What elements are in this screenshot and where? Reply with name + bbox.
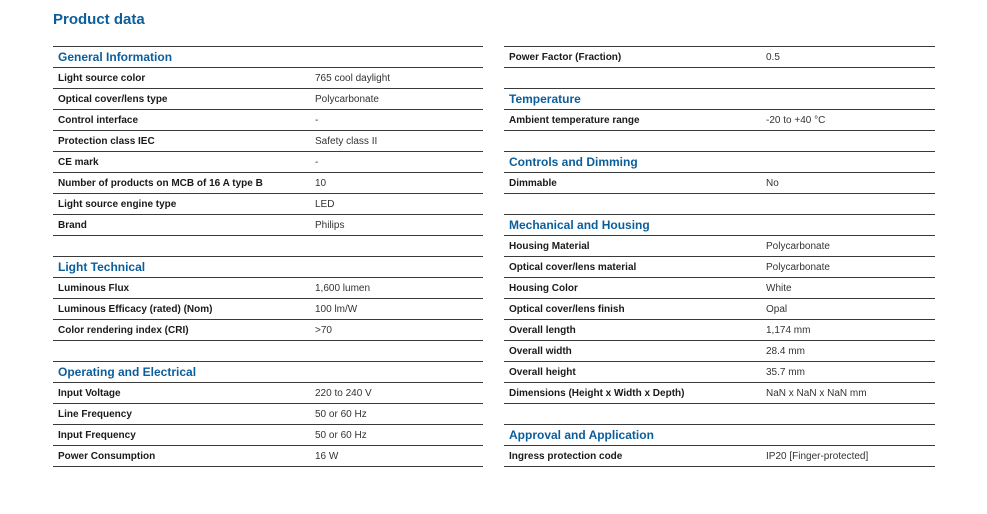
- spec-value: 50 or 60 Hz: [315, 408, 367, 420]
- section-spacer: [504, 194, 935, 215]
- spec-label: Number of products on MCB of 16 A type B: [58, 177, 263, 189]
- spec-label: Light source color: [58, 72, 146, 84]
- section-spacer: [504, 404, 935, 425]
- section-heading-light-technical: Light Technical: [53, 257, 483, 278]
- spec-row: [504, 446, 935, 467]
- spec-label: Light source engine type: [58, 198, 177, 210]
- spec-row: [53, 404, 483, 425]
- spec-row: [504, 320, 935, 341]
- spec-value: No: [766, 177, 779, 189]
- spec-label: Overall height: [509, 366, 576, 378]
- spec-label: Line Frequency: [58, 408, 132, 420]
- spec-label: Optical cover/lens type: [58, 93, 168, 105]
- spec-label: Input Frequency: [58, 429, 136, 441]
- section-spacer: [53, 341, 483, 362]
- spec-row: [504, 278, 935, 299]
- spec-value: -: [315, 114, 319, 126]
- section-heading-temperature: Temperature: [504, 89, 935, 110]
- spec-value: Philips: [315, 219, 345, 231]
- section-heading-mechanical-housing: Mechanical and Housing: [504, 215, 935, 236]
- spec-row: [53, 446, 483, 467]
- spec-value: 28.4 mm: [766, 345, 805, 357]
- spec-label: Dimmable: [509, 177, 557, 189]
- spec-value: 0.5: [766, 51, 780, 63]
- spec-row: [53, 383, 483, 404]
- spec-label: CE mark: [58, 156, 99, 168]
- spec-value: 100 lm/W: [315, 303, 358, 315]
- spec-value: 16 W: [315, 450, 339, 462]
- spec-row: [53, 320, 483, 341]
- spec-value: LED: [315, 198, 335, 210]
- spec-label: Color rendering index (CRI): [58, 324, 189, 336]
- spec-label: Luminous Efficacy (rated) (Nom): [58, 303, 213, 315]
- spec-label: Dimensions (Height x Width x Depth): [509, 387, 685, 399]
- spec-value: Polycarbonate: [766, 261, 830, 273]
- spec-row: [53, 299, 483, 320]
- spec-row: [504, 299, 935, 320]
- spec-label: Ambient temperature range: [509, 114, 640, 126]
- spec-value: 50 or 60 Hz: [315, 429, 367, 441]
- section-spacer: [504, 131, 935, 152]
- spec-row: [53, 194, 483, 215]
- spec-label: Brand: [58, 219, 87, 231]
- spec-label: Housing Color: [509, 282, 578, 294]
- spec-value: Safety class II: [315, 135, 378, 147]
- spec-label: Optical cover/lens finish: [509, 303, 625, 315]
- spec-label: Overall length: [509, 324, 576, 336]
- spec-label: Control interface: [58, 114, 139, 126]
- section-spacer: [504, 68, 935, 89]
- spec-row: [504, 362, 935, 383]
- spec-row: [53, 110, 483, 131]
- right-column: [504, 46, 935, 467]
- spec-value: IP20 [Finger-protected]: [766, 450, 869, 462]
- spec-value: 35.7 mm: [766, 366, 805, 378]
- spec-label: Protection class IEC: [58, 135, 155, 147]
- spec-row: [53, 152, 483, 173]
- spec-label: Power Factor (Fraction): [509, 51, 622, 63]
- spec-row: [504, 383, 935, 404]
- section-heading-general: General Information: [53, 47, 483, 68]
- section-heading-controls-dimming: Controls and Dimming: [504, 152, 935, 173]
- spec-label: Ingress protection code: [509, 450, 623, 462]
- section-spacer: [53, 236, 483, 257]
- spec-label: Optical cover/lens material: [509, 261, 637, 273]
- spec-value: NaN x NaN x NaN mm: [766, 387, 867, 399]
- page-title: Product data: [53, 11, 145, 28]
- spec-row: [53, 425, 483, 446]
- spec-row: [504, 257, 935, 278]
- spec-row: [53, 89, 483, 110]
- spec-value: -20 to +40 °C: [766, 114, 826, 126]
- spec-value: -: [315, 156, 319, 168]
- spec-label: Input Voltage: [58, 387, 121, 399]
- spec-value: 1,600 lumen: [315, 282, 371, 294]
- spec-label: Luminous Flux: [58, 282, 130, 294]
- spec-row: [504, 173, 935, 194]
- spec-value: 220 to 240 V: [315, 387, 372, 399]
- spec-row: [504, 236, 935, 257]
- spec-row: [53, 173, 483, 194]
- spec-label: Power Consumption: [58, 450, 156, 462]
- spec-value: 10: [315, 177, 327, 189]
- spec-label: Overall width: [509, 345, 572, 357]
- spec-value: 1,174 mm: [766, 324, 811, 336]
- spec-value: Polycarbonate: [315, 93, 379, 105]
- spec-value: Opal: [766, 303, 788, 315]
- spec-row: [504, 47, 935, 68]
- section-heading-operating-electrical: Operating and Electrical: [53, 362, 483, 383]
- spec-label: Housing Material: [509, 240, 590, 252]
- spec-value: 765 cool daylight: [315, 72, 391, 84]
- spec-row: [53, 278, 483, 299]
- spec-value: Polycarbonate: [766, 240, 830, 252]
- spec-value: White: [766, 282, 792, 294]
- section-heading-approval-application: Approval and Application: [504, 425, 935, 446]
- spec-row: [504, 110, 935, 131]
- spec-row: [504, 341, 935, 362]
- spec-value: >70: [315, 324, 332, 336]
- left-column: [53, 46, 483, 467]
- spec-row: [53, 215, 483, 236]
- spec-row: [53, 68, 483, 89]
- spec-row: [53, 131, 483, 152]
